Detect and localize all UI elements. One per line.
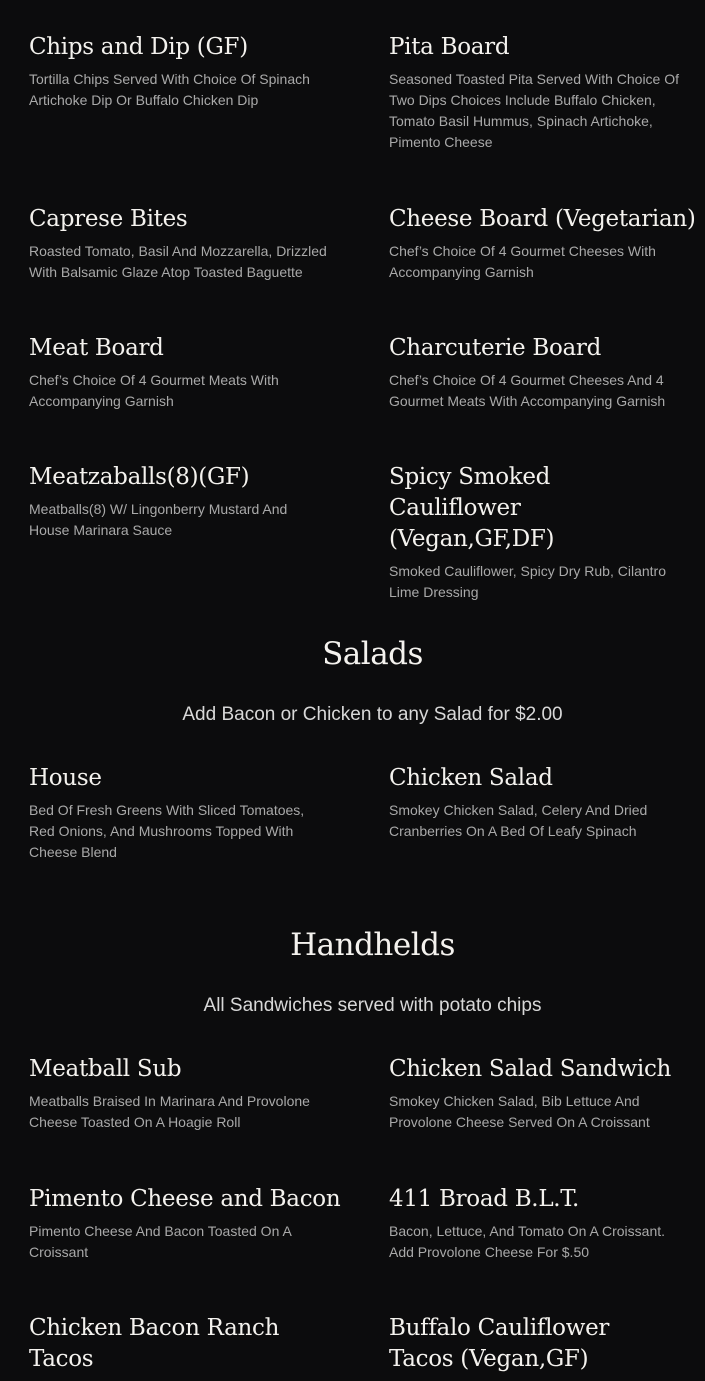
menu-item-meatball-sub	[29, 1054, 329, 1133]
item-title: Pita Board	[389, 34, 510, 60]
section-heading-handhelds: Handhelds	[290, 927, 455, 963]
section-note-handhelds: All Sandwiches served with potato chips	[203, 995, 542, 1016]
menu-item-meat-board	[29, 333, 329, 412]
item-title: Spicy Smoked Cauliflower (Vegan,GF,DF)	[389, 464, 555, 552]
item-title: 411 Broad B.L.T.	[389, 1186, 579, 1212]
item-description: Chef’s Choice Of 4 Gourmet Cheeses And 4 Gourmet Meats With Accompanying Garnish	[389, 372, 666, 409]
section-heading-salads: Salads	[322, 636, 423, 672]
item-description: Meatballs(8) W/ Lingonberry Mustard And House Marinara Sauce	[29, 501, 288, 538]
item-title: Cheese Board (Vegetarian)	[389, 206, 696, 232]
item-description: Smokey Chicken Salad, Bib Lettuce And Provolone Cheese Served On A Croissant	[389, 1093, 650, 1130]
item-description: Roasted Tomato, Basil And Mozzarella, Drizzled With Balsamic Glaze Atop Toasted Baguette	[29, 243, 327, 280]
item-description: Smokey Chicken Salad, Celery And Dried Cranberries On A Bed Of Leafy Spinach	[389, 802, 648, 839]
menu-item-chicken-salad	[389, 763, 679, 842]
item-title: Chicken Salad Sandwich	[389, 1056, 672, 1082]
item-description: Bed Of Fresh Greens With Sliced Tomatoes, Red Onions, And Mushrooms Topped With Cheese Blend	[29, 802, 305, 860]
item-description: Tortilla Chips Served With Choice Of Spinach Artichoke Dip Or Buffalo Chicken Dip	[29, 71, 310, 108]
menu-item-411-broad-blt	[389, 1184, 679, 1263]
item-description: Chef’s Choice Of 4 Gourmet Cheeses With Accompanying Garnish	[389, 243, 656, 280]
menu-item-cheese-board	[389, 204, 696, 283]
menu-item-meatzaballs	[29, 462, 329, 541]
item-title: Chicken Salad	[389, 765, 553, 791]
item-title: Charcuterie Board	[389, 335, 602, 361]
item-description: Seasoned Toasted Pita Served With Choice Of Two Dips Choices Include Buffalo Chicken, Tomato Basil Hummus, Spinach Artichoke, Pimento Cheese	[389, 71, 680, 150]
item-title: Pimento Cheese and Bacon	[29, 1186, 341, 1212]
item-title: Chicken Bacon Ranch Tacos	[29, 1315, 280, 1372]
menu-item-chips-and-dip	[29, 32, 329, 111]
item-title: Meat Board	[29, 335, 164, 361]
menu-item-spicy-smoked-cauliflower	[389, 462, 679, 603]
menu-item-charcuterie-board	[389, 333, 679, 412]
item-title: Caprese Bites	[29, 206, 188, 232]
item-description: Smoked Cauliflower, Spicy Dry Rub, Cilantro Lime Dressing	[389, 563, 666, 600]
item-description: Meatballs Braised In Marinara And Provolone Cheese Toasted On A Hoagie Roll	[29, 1093, 310, 1130]
menu-item-pimento-cheese-bacon	[29, 1184, 339, 1263]
item-description: Bacon, Lettuce, And Tomato On A Croissant. Add Provolone Cheese For $.50	[389, 1223, 666, 1260]
item-title: Buffalo Cauliflower Tacos (Vegan,GF)	[389, 1315, 610, 1372]
menu-item-buffalo-cauliflower-tacos	[389, 1313, 679, 1375]
item-title: Meatzaballs(8)(GF)	[29, 464, 250, 490]
menu-item-chicken-bacon-ranch-tacos	[29, 1313, 289, 1375]
item-title: House	[29, 765, 102, 791]
item-description: Pimento Cheese And Bacon Toasted On A Croissant	[29, 1223, 292, 1260]
menu-item-chicken-salad-sandwich	[389, 1054, 679, 1133]
item-title: Meatball Sub	[29, 1056, 182, 1082]
section-note-salads: Add Bacon or Chicken to any Salad for $2.00	[182, 704, 563, 725]
menu-item-caprese-bites	[29, 204, 329, 283]
menu-item-house-salad	[29, 763, 329, 863]
menu-item-pita-board	[389, 32, 679, 153]
item-title: Chips and Dip (GF)	[29, 34, 248, 60]
item-description: Chef’s Choice Of 4 Gourmet Meats With Accompanying Garnish	[29, 372, 279, 409]
